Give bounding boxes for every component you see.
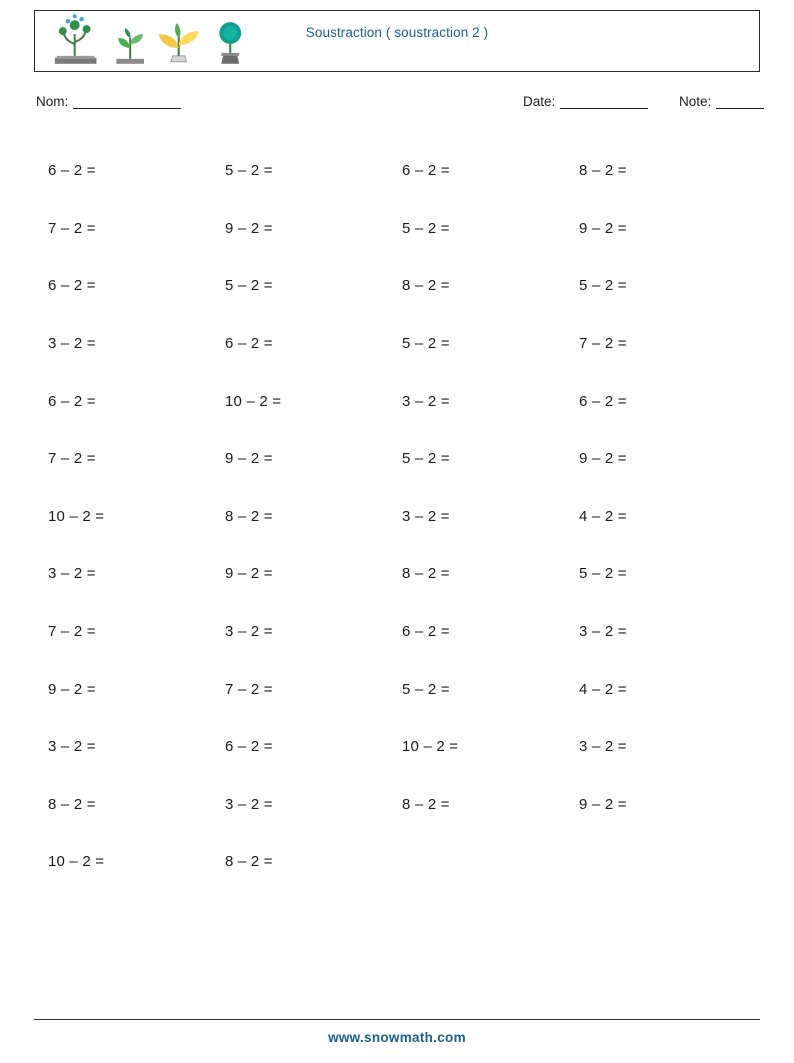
problem-text: 9 – 2 = xyxy=(225,450,273,468)
problem-cell[interactable] xyxy=(388,142,565,200)
problem-cell[interactable] xyxy=(34,660,211,718)
problem-text: 3 – 2 = xyxy=(579,738,627,756)
problem-text: 3 – 2 = xyxy=(225,623,273,641)
problem-text: 9 – 2 = xyxy=(225,219,273,237)
problem-cell[interactable] xyxy=(388,660,565,718)
problem-cell[interactable] xyxy=(211,660,388,718)
note-input[interactable] xyxy=(716,95,764,109)
problem-text: 3 – 2 = xyxy=(402,507,450,525)
problem-cell-empty xyxy=(565,833,742,891)
problem-cell[interactable] xyxy=(565,142,742,200)
problem-text: 6 – 2 = xyxy=(579,392,627,410)
problem-cell[interactable] xyxy=(211,430,388,488)
problem-cell[interactable] xyxy=(211,545,388,603)
problem-cell[interactable] xyxy=(211,372,388,430)
problem-text: 9 – 2 = xyxy=(579,795,627,813)
problem-text: 3 – 2 = xyxy=(402,392,450,410)
problem-cell[interactable] xyxy=(211,718,388,776)
plants-gardening-clipart-icon xyxy=(35,12,255,70)
problem-cell[interactable] xyxy=(34,545,211,603)
problem-text: 3 – 2 = xyxy=(225,795,273,813)
problem-cell[interactable] xyxy=(388,545,565,603)
problem-text: 5 – 2 = xyxy=(225,277,273,295)
problem-text: 4 – 2 = xyxy=(579,507,627,525)
problem-cell[interactable] xyxy=(34,257,211,315)
date-label: Date: xyxy=(523,94,556,109)
problem-cell[interactable] xyxy=(34,776,211,834)
problem-cell[interactable] xyxy=(565,200,742,258)
problem-text: 9 – 2 = xyxy=(579,219,627,237)
problem-cell[interactable] xyxy=(565,776,742,834)
problem-cell[interactable] xyxy=(388,603,565,661)
problem-cell[interactable] xyxy=(388,315,565,373)
problem-cell[interactable] xyxy=(211,833,388,891)
problem-cell[interactable] xyxy=(211,315,388,373)
problem-cell[interactable] xyxy=(565,430,742,488)
problems-grid xyxy=(34,142,760,891)
problem-text: 8 – 2 = xyxy=(402,277,450,295)
name-field-group xyxy=(36,94,181,109)
problem-cell[interactable] xyxy=(34,142,211,200)
site-url[interactable]: www.snowmath.com xyxy=(328,1030,466,1045)
name-input[interactable] xyxy=(73,95,181,109)
problem-text: 8 – 2 = xyxy=(402,795,450,813)
problem-text: 5 – 2 = xyxy=(579,565,627,583)
problem-text: 10 – 2 = xyxy=(225,392,282,410)
problem-text: 3 – 2 = xyxy=(579,623,627,641)
problem-cell[interactable] xyxy=(388,257,565,315)
problem-cell[interactable] xyxy=(211,776,388,834)
date-input[interactable] xyxy=(560,95,648,109)
problem-text: 5 – 2 = xyxy=(402,680,450,698)
problem-cell[interactable] xyxy=(34,603,211,661)
problem-cell[interactable] xyxy=(211,488,388,546)
problem-text: 8 – 2 = xyxy=(225,853,273,871)
problem-text: 3 – 2 = xyxy=(48,738,96,756)
problem-text: 6 – 2 = xyxy=(48,392,96,410)
student-info-row xyxy=(34,94,760,116)
problem-cell-empty xyxy=(388,833,565,891)
problem-text: 7 – 2 = xyxy=(48,219,96,237)
problem-text: 7 – 2 = xyxy=(225,680,273,698)
problem-text: 10 – 2 = xyxy=(48,507,105,525)
problem-text: 9 – 2 = xyxy=(579,450,627,468)
note-field-group xyxy=(679,94,764,109)
worksheet-page xyxy=(0,10,794,1063)
problem-cell[interactable] xyxy=(565,257,742,315)
problem-text: 10 – 2 = xyxy=(48,853,105,871)
problem-text: 5 – 2 = xyxy=(579,277,627,295)
problem-cell[interactable] xyxy=(388,718,565,776)
problem-text: 6 – 2 = xyxy=(48,277,96,295)
problem-cell[interactable] xyxy=(211,142,388,200)
problem-cell[interactable] xyxy=(211,603,388,661)
problem-text: 6 – 2 = xyxy=(48,162,96,180)
problem-cell[interactable] xyxy=(565,660,742,718)
problem-text: 8 – 2 = xyxy=(48,795,96,813)
header-banner xyxy=(34,10,760,72)
problem-text: 5 – 2 = xyxy=(402,219,450,237)
problem-cell[interactable] xyxy=(388,200,565,258)
problem-cell[interactable] xyxy=(211,200,388,258)
problem-text: 6 – 2 = xyxy=(225,738,273,756)
problem-cell[interactable] xyxy=(388,372,565,430)
problem-cell[interactable] xyxy=(34,488,211,546)
problem-text: 8 – 2 = xyxy=(225,507,273,525)
problem-cell[interactable] xyxy=(34,200,211,258)
problem-cell[interactable] xyxy=(565,545,742,603)
problem-text: 4 – 2 = xyxy=(579,680,627,698)
problem-cell[interactable] xyxy=(34,718,211,776)
name-label: Nom: xyxy=(36,94,69,109)
problem-cell[interactable] xyxy=(565,315,742,373)
problem-cell[interactable] xyxy=(388,430,565,488)
problem-text: 10 – 2 = xyxy=(402,738,459,756)
problem-text: 6 – 2 = xyxy=(402,162,450,180)
problem-text: 8 – 2 = xyxy=(579,162,627,180)
problem-cell[interactable] xyxy=(565,372,742,430)
problem-cell[interactable] xyxy=(34,833,211,891)
problem-cell[interactable] xyxy=(388,776,565,834)
problem-cell[interactable] xyxy=(565,718,742,776)
problem-cell[interactable] xyxy=(565,488,742,546)
problem-text: 9 – 2 = xyxy=(48,680,96,698)
problem-cell[interactable] xyxy=(34,315,211,373)
date-field-group xyxy=(523,94,648,109)
problem-text: 7 – 2 = xyxy=(48,450,96,468)
problem-text: 3 – 2 = xyxy=(48,565,96,583)
problem-text: 9 – 2 = xyxy=(225,565,273,583)
problem-text: 6 – 2 = xyxy=(225,335,273,353)
problem-cell[interactable] xyxy=(34,430,211,488)
problem-text: 5 – 2 = xyxy=(402,450,450,468)
problem-text: 8 – 2 = xyxy=(402,565,450,583)
problem-text: 3 – 2 = xyxy=(48,335,96,353)
note-label: Note: xyxy=(679,94,712,109)
problem-cell[interactable] xyxy=(388,488,565,546)
problem-cell[interactable] xyxy=(34,372,211,430)
problem-text: 5 – 2 = xyxy=(402,335,450,353)
footer xyxy=(34,1019,760,1045)
problem-text: 7 – 2 = xyxy=(48,623,96,641)
problem-text: 5 – 2 = xyxy=(225,162,273,180)
page-title: Soustraction ( soustraction 2 ) xyxy=(305,25,489,40)
problem-cell[interactable] xyxy=(565,603,742,661)
problem-text: 7 – 2 = xyxy=(579,335,627,353)
problem-text: 6 – 2 = xyxy=(402,623,450,641)
problem-cell[interactable] xyxy=(211,257,388,315)
